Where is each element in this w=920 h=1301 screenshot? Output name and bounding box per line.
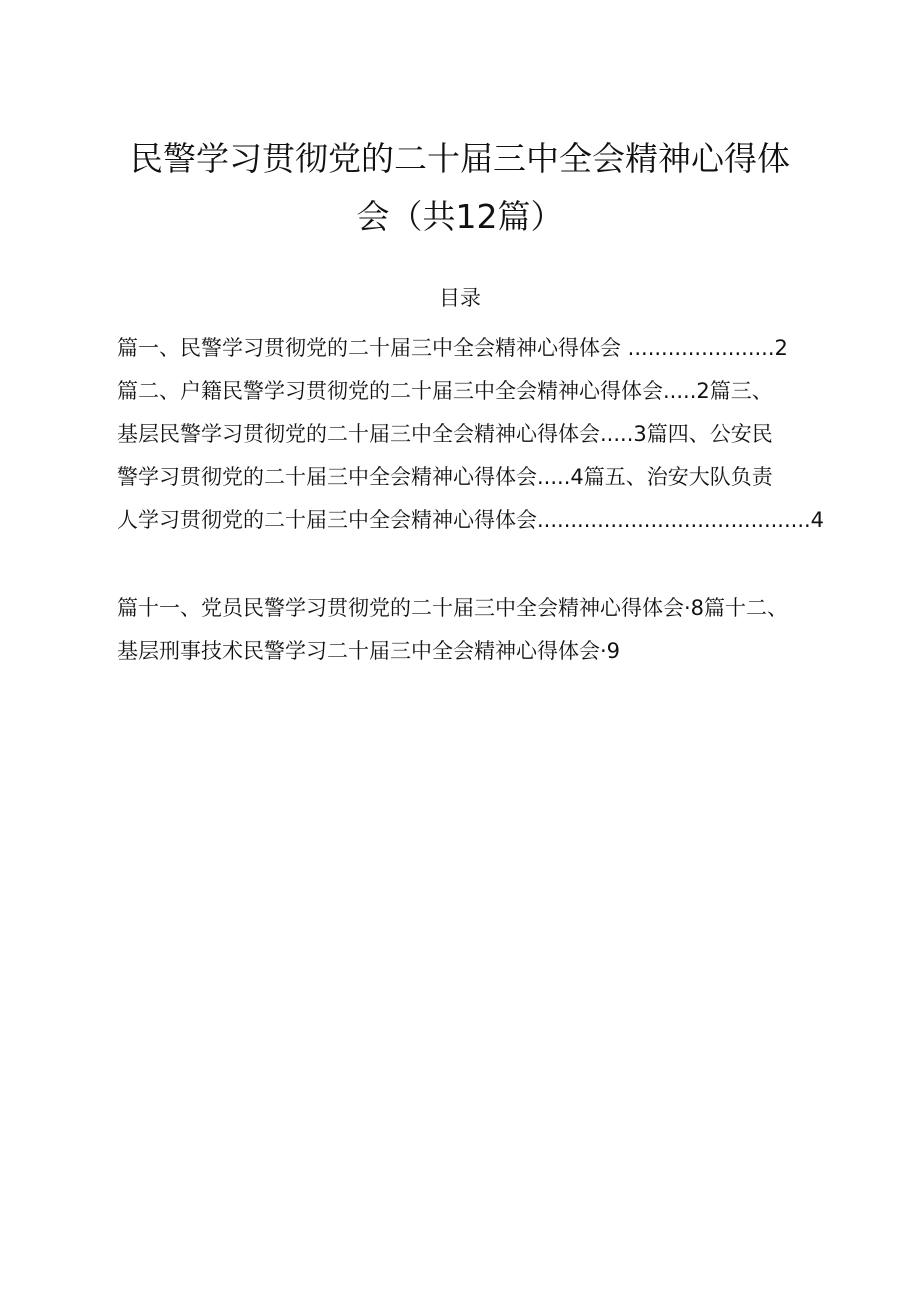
document-title-line-2: 会（共12篇） bbox=[356, 197, 564, 236]
toc-line-4: 警学习贯彻党的二十届三中全会精神心得体会.....4篇五、治安大队负责 bbox=[117, 465, 773, 489]
toc-line-1: 篇一、民警学习贯彻党的二十届三中全会精神心得体会 ......................2 bbox=[117, 336, 788, 360]
toc-line-2: 篇二、户籍民警学习贯彻党的二十届三中全会精神心得体会.....2篇三、 bbox=[117, 379, 773, 403]
toc-line-7: 基层刑事技术民警学习二十届三中全会精神心得体会·9 bbox=[117, 639, 621, 663]
toc-line-3: 基层民警学习贯彻党的二十届三中全会精神心得体会.....3篇四、公安民 bbox=[117, 422, 773, 446]
toc-line-5: 人学习贯彻党的二十届三中全会精神心得体会.........................................4 bbox=[117, 508, 825, 532]
document-title-line-1: 民警学习贯彻党的二十届三中全会精神心得体 bbox=[130, 139, 790, 178]
toc-heading: 目录 bbox=[439, 286, 481, 310]
toc-line-6: 篇十一、党员民警学习贯彻党的二十届三中全会精神心得体会·8篇十二、 bbox=[117, 596, 789, 620]
